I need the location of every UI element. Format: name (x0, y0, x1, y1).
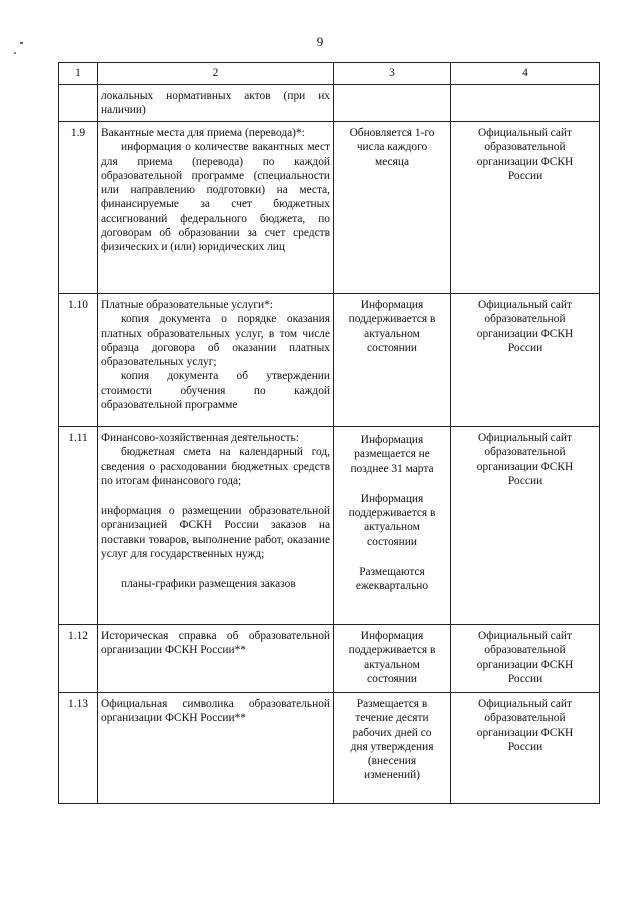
row-number: 1.12 (59, 625, 98, 693)
row-text: копия документа об утверждении стоимости обучения по каждой образовательной программе (101, 370, 330, 412)
scan-artifact (14, 52, 16, 54)
page-number: 9 (316, 34, 324, 49)
source-cell (451, 294, 600, 427)
source-text: Официальный сайт образовательной организации ФСКН России (476, 698, 574, 753)
schedule-cell (334, 294, 451, 427)
table-row (59, 427, 600, 625)
description-cell (98, 427, 334, 625)
schedule-text: Информация поддерживается в актуальном состоянии (348, 630, 436, 685)
row-text: информация о размещении образовательной организацией ФСКН России заказов на поставки товаров, выполнение работ, оказание услуг для государственных нужд; (101, 505, 330, 561)
source-cell (451, 625, 600, 693)
row-number: 1.10 (59, 294, 98, 427)
schedule-cell (334, 427, 451, 625)
schedule-text: Информация поддерживается в актуальном состоянии (348, 492, 436, 548)
row-number: 1.13 (59, 693, 98, 804)
description-cell (98, 693, 334, 804)
schedule-cell (334, 122, 451, 294)
row-number: 1.11 (59, 427, 98, 625)
description-cell (98, 625, 334, 693)
description-cell (98, 294, 334, 427)
source-cell (451, 122, 600, 294)
source-cell (451, 427, 600, 625)
table-row (59, 625, 600, 693)
row-number (59, 85, 98, 122)
row-text: бюджетная смета на календарный год, сведения о расходовании бюджетных средств по итогам финансового года; (101, 446, 330, 487)
row-title: Вакантные места для приема (перевода)*: (101, 127, 305, 139)
schedule-cell (334, 693, 451, 804)
schedule-cell (334, 85, 451, 122)
schedule-text: Информация поддерживается в актуальном состоянии (348, 299, 436, 354)
column-header: 3 (334, 63, 451, 85)
schedule-text: Обновляется 1-го числа каждого месяца (349, 127, 435, 168)
source-text: Официальный сайт образовательной организации ФСКН России (476, 299, 574, 354)
schedule-text: Размещаются ежеквартально (355, 566, 429, 593)
table-row (59, 693, 600, 804)
document-table (58, 62, 600, 804)
table-row (59, 85, 600, 122)
row-text: копия документа о порядке оказания платных образовательных услуг, в том числе образца договора об оказании платных образовательных услуг; (101, 313, 330, 369)
row-title: Платные образовательные услуги*: (101, 299, 273, 311)
table-row (59, 294, 600, 427)
source-text: Официальный сайт образовательной организации ФСКН России (476, 630, 574, 685)
source-cell (451, 85, 600, 122)
schedule-cell (334, 625, 451, 693)
description-cell (98, 122, 334, 294)
column-header: 1 (59, 63, 98, 85)
continuation-text: локальных нормативных актов (при их наличии) (101, 90, 330, 117)
continuation-cell (98, 85, 334, 122)
schedule-text: Информация размещается не позднее 31 марта (350, 434, 434, 475)
schedule-text: Размещается в течение десяти рабочих дней со дня утверждения (внесения изменений) (350, 698, 434, 782)
table-header-row (59, 63, 600, 85)
table-row (59, 122, 600, 294)
source-text: Официальный сайт образовательной организации ФСКН России (476, 432, 574, 487)
column-header: 4 (451, 63, 600, 85)
row-title: Официальная символика образовательной организации ФСКН России** (101, 698, 330, 725)
column-header: 2 (98, 63, 334, 85)
source-cell (451, 693, 600, 804)
row-title: Финансово-хозяйственная деятельность: (101, 432, 299, 444)
source-text: Официальный сайт образовательной организации ФСКН России (476, 127, 574, 182)
row-text: планы-графики размещения заказов (121, 578, 296, 591)
row-text: информация о количестве вакантных мест для приема (перевода) по каждой образовательной программе (специальности или направлению подготовки) на места, финансируемые за счет бюджетных ассигнований федерального бюджета, по договорам об образовании за счет средств физических и (или) юридических лиц (101, 141, 330, 254)
row-title: Историческая справка об образовательной организации ФСКН России** (101, 630, 330, 657)
row-number: 1.9 (59, 122, 98, 294)
